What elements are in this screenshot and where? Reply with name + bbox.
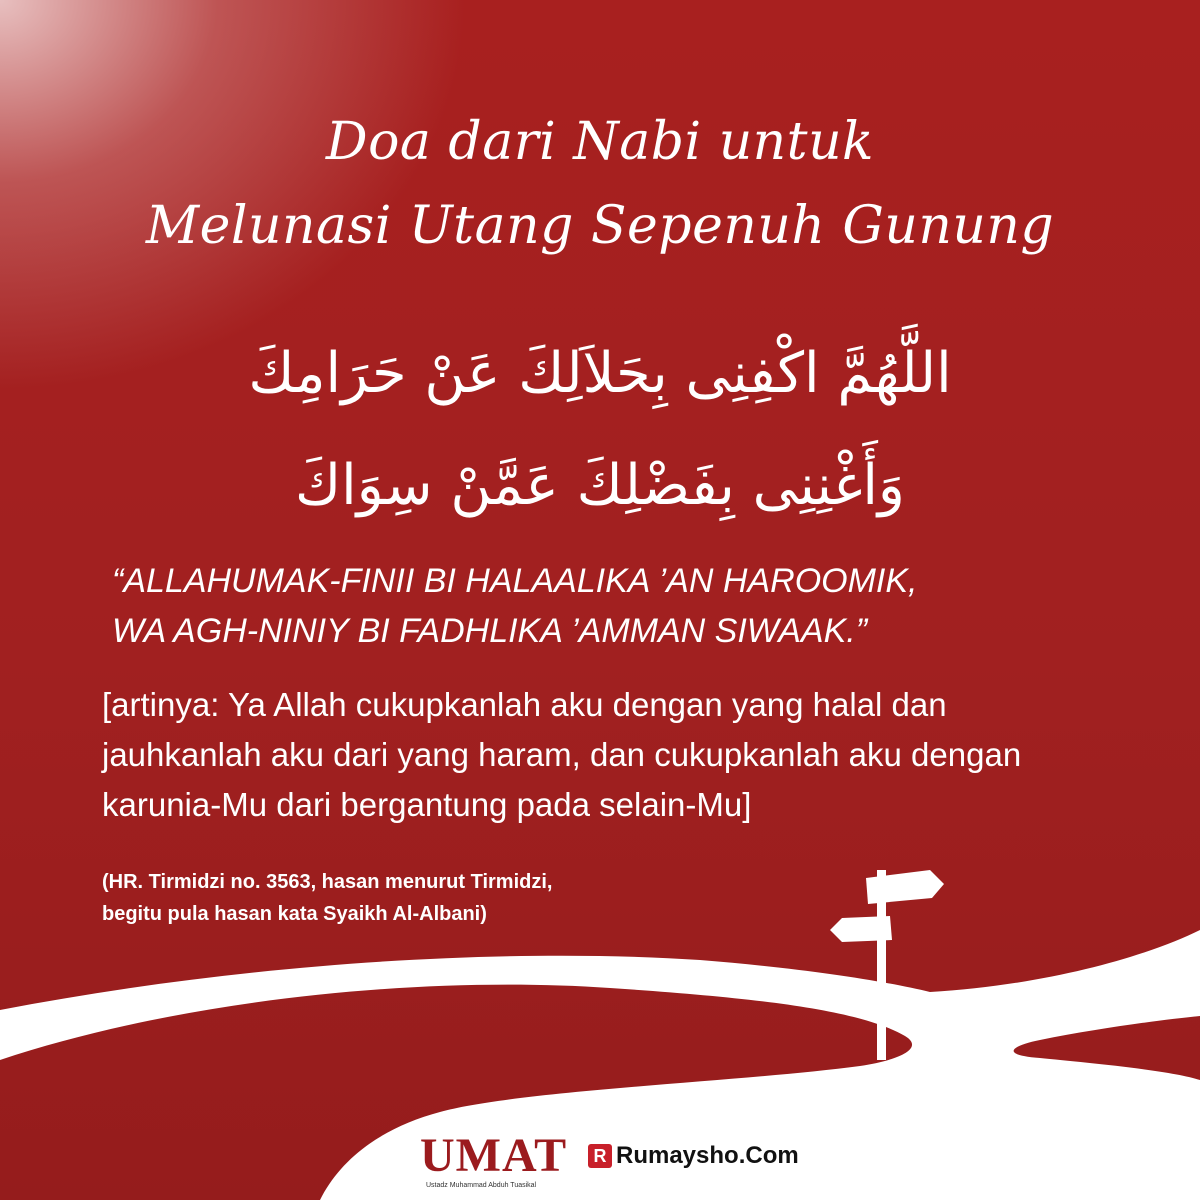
title-line-1: Doa dari Nabi untuk <box>325 112 875 172</box>
meaning-line-1: [artinya: Ya Allah cukupkanlah aku dengan yang halal dan <box>102 686 947 723</box>
logo-bar <box>420 1118 820 1198</box>
rumaysho-logo-icon: R <box>588 1144 612 1168</box>
arabic-line-1: اللَّهُمَّ اكْفِنِى بِحَلاَلِكَ عَنْ حَرَامِكَ <box>248 341 952 406</box>
umat-subtitle: Ustadz Muhammad Abduh Tuasikal <box>426 1182 537 1189</box>
umat-logo: UMAT <box>420 1129 568 1182</box>
meaning-line-2: jauhkanlah aku dari yang haram, dan cukupkanlah aku dengan <box>102 736 1022 773</box>
source-line-2: begitu pula hasan kata Syaikh Al-Albani) <box>102 903 487 925</box>
title-line-2: Melunasi Utang Sepenuh Gunung <box>145 196 1055 256</box>
meaning-line-3: karunia-Mu dari bergantung pada selain-Mu] <box>102 786 752 823</box>
rumaysho-logo: Rumaysho.Com <box>616 1142 799 1169</box>
transliteration-line-2: WA AGH-NINIY BI FADHLIKA ’AMMAN SIWAAK.” <box>112 612 868 650</box>
source-line-1: (HR. Tirmidzi no. 3563, hasan menurut Tirmidzi, <box>102 871 553 893</box>
transliteration-line-1: “ALLAHUMAK-FINII BI HALAALIKA ’AN HAROOMIK, <box>112 562 918 600</box>
arabic-line-2: وَأَغْنِنِى بِفَضْلِكَ عَمَّنْ سِوَاكَ <box>295 453 905 518</box>
